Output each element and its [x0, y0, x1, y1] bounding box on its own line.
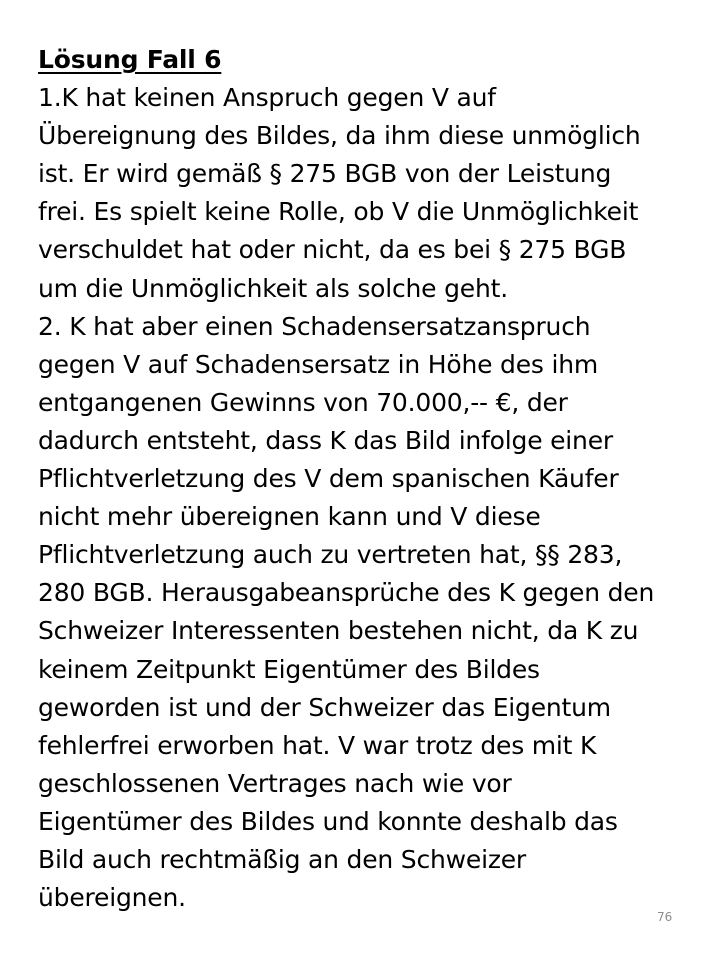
text-line: Pflichtverletzung des V dem spanischen Käufer [38, 464, 619, 494]
text-line: um die Unmöglichkeit als solche geht. [38, 273, 508, 303]
text-line: keinem Zeitpunkt Eigentümer des Bildes [38, 654, 540, 684]
text-line: Pflichtverletzung auch zu vertreten hat, §§ 283, [38, 540, 623, 570]
text-line: verschuldet hat oder nicht, da es bei § 275 BGB [38, 235, 627, 265]
text-line: entgangenen Gewinns von 70.000,-- €, der [38, 387, 568, 417]
text-line: 1.K hat keinen Anspruch gegen V auf [38, 83, 496, 113]
text-line: geschlossenen Vertrages nach wie vor [38, 768, 512, 798]
text-line: übereignen. [38, 883, 186, 913]
text-line: geworden ist und der Schweizer das Eigentum [38, 692, 611, 722]
text-line: Übereignung des Bildes, da ihm diese unmöglich [38, 121, 641, 151]
text-line: Eigentümer des Bildes und konnte deshalb das [38, 806, 618, 836]
text-line: dadurch entsteht, dass K das Bild infolge einer [38, 425, 613, 455]
text-line: Bild auch rechtmäßig an den Schweizer [38, 844, 527, 874]
text-line: ist. Er wird gemäß § 275 BGB von der Leistung [38, 159, 612, 189]
slide-body [38, 41, 688, 917]
page-number: 76 [657, 910, 673, 924]
text-line: Schweizer Interessenten bestehen nicht, da K zu [38, 616, 639, 646]
text-line: 2. K hat aber einen Schadensersatzanspruch [38, 311, 591, 341]
text-line: gegen V auf Schadensersatz in Höhe des ihm [38, 349, 598, 379]
text-line: nicht mehr übereignen kann und V diese [38, 502, 541, 532]
slide-title: Lösung Fall 6 [38, 45, 222, 74]
text-line: 280 BGB. Herausgabeansprüche des K gegen den [38, 578, 655, 608]
text-line: fehlerfrei erworben hat. V war trotz des mit K [38, 730, 597, 760]
text-line: frei. Es spielt keine Rolle, ob V die Unmöglichkeit [38, 197, 639, 227]
